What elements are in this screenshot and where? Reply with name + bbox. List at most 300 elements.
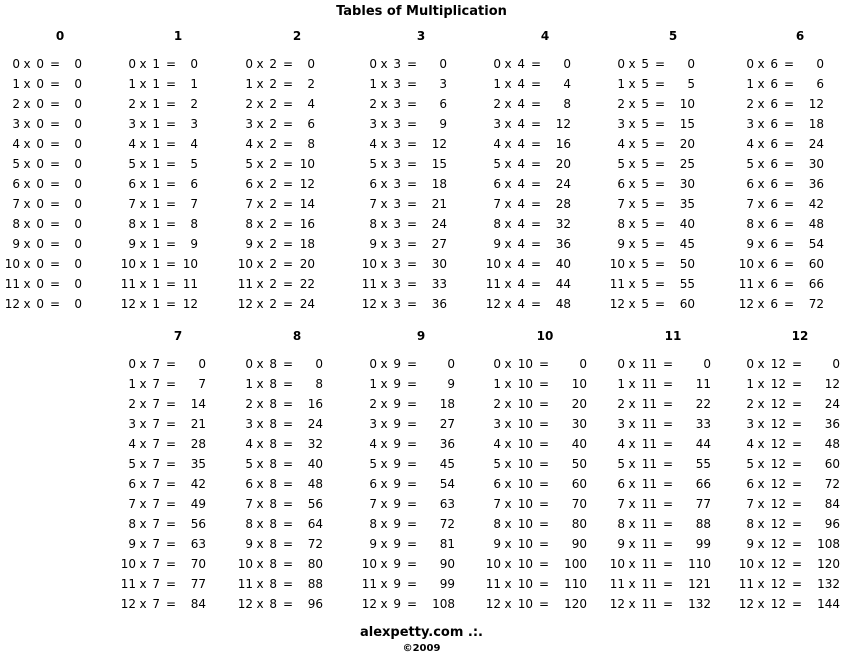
equals-sign: = xyxy=(784,197,795,211)
product: 0 xyxy=(74,237,82,251)
multiplicand: 5 xyxy=(369,157,377,171)
multiplier: 3 xyxy=(393,137,401,151)
multiplicand: 10 xyxy=(237,557,253,571)
equals-sign: = xyxy=(539,537,550,551)
multiplicand: 12 xyxy=(738,297,754,311)
product: 0 xyxy=(315,357,323,371)
product: 50 xyxy=(571,457,587,471)
times-sign: x xyxy=(23,57,31,71)
multiplier: 9 xyxy=(393,417,401,431)
table-row xyxy=(361,54,447,74)
multiplier: 12 xyxy=(770,537,786,551)
equals-sign: = xyxy=(539,597,550,611)
equals-sign: = xyxy=(166,137,177,151)
product: 24 xyxy=(808,137,824,151)
multiplicand: 11 xyxy=(120,577,136,591)
table-row xyxy=(738,514,840,534)
equals-sign: = xyxy=(166,537,177,551)
multiplier: 12 xyxy=(770,477,786,491)
times-sign: x xyxy=(139,357,147,371)
multiplier: 11 xyxy=(641,437,657,451)
product: 81 xyxy=(439,537,455,551)
multiplier: 11 xyxy=(641,537,657,551)
equals-sign: = xyxy=(531,257,542,271)
table-header: 3 xyxy=(416,29,426,43)
multiplier: 1 xyxy=(152,57,160,71)
equals-sign: = xyxy=(407,377,418,391)
times-sign: x xyxy=(757,57,765,71)
equals-sign: = xyxy=(663,477,674,491)
product: 56 xyxy=(190,517,206,531)
multiplier: 7 xyxy=(152,497,160,511)
equals-sign: = xyxy=(531,197,542,211)
table-row xyxy=(361,454,455,474)
product: 66 xyxy=(695,477,711,491)
times-sign: x xyxy=(757,77,765,91)
table-header: 5 xyxy=(668,29,678,43)
table-row xyxy=(485,254,571,274)
multiplier: 0 xyxy=(36,257,44,271)
table-row xyxy=(609,394,711,414)
times-sign: x xyxy=(380,237,388,251)
multiplicand: 11 xyxy=(237,277,253,291)
table-rows xyxy=(738,354,840,614)
times-sign: x xyxy=(628,137,636,151)
table-header: 0 xyxy=(55,29,65,43)
product: 28 xyxy=(555,197,571,211)
product: 11 xyxy=(695,377,711,391)
product: 0 xyxy=(74,117,82,131)
multiplicand: 1 xyxy=(369,77,377,91)
equals-sign: = xyxy=(655,237,666,251)
product: 30 xyxy=(679,177,695,191)
table-row xyxy=(609,134,695,154)
footer-site-link[interactable]: alexpetty.com .:. xyxy=(360,625,483,640)
times-sign: x xyxy=(757,457,765,471)
equals-sign: = xyxy=(407,157,418,171)
multiplier: 9 xyxy=(393,517,401,531)
multiplicand: 0 xyxy=(12,57,20,71)
equals-sign: = xyxy=(283,117,294,131)
times-sign: x xyxy=(256,197,264,211)
times-sign: x xyxy=(256,457,264,471)
table-row xyxy=(120,54,198,74)
multiplier: 5 xyxy=(641,257,649,271)
product: 63 xyxy=(439,497,455,511)
equals-sign: = xyxy=(50,197,61,211)
product: 22 xyxy=(695,397,711,411)
multiplier: 4 xyxy=(517,197,525,211)
times-sign: x xyxy=(23,177,31,191)
times-sign: x xyxy=(757,557,765,571)
multiplier: 11 xyxy=(641,597,657,611)
product: 72 xyxy=(824,477,840,491)
equals-sign: = xyxy=(539,477,550,491)
equals-sign: = xyxy=(50,97,61,111)
times-sign: x xyxy=(504,97,512,111)
table-row xyxy=(237,354,323,374)
table-row xyxy=(609,154,695,174)
product: 132 xyxy=(688,597,711,611)
table-row xyxy=(609,514,711,534)
multiplicand: 4 xyxy=(617,437,625,451)
times-sign: x xyxy=(504,497,512,511)
equals-sign: = xyxy=(166,437,177,451)
table-row xyxy=(4,174,82,194)
product: 108 xyxy=(432,597,455,611)
multiplier: 9 xyxy=(393,457,401,471)
product: 0 xyxy=(563,57,571,71)
times-sign: x xyxy=(380,277,388,291)
multiplier: 8 xyxy=(269,497,277,511)
product: 9 xyxy=(190,237,198,251)
multiplier: 10 xyxy=(517,537,533,551)
table-row xyxy=(120,294,198,314)
multiplicand: 10 xyxy=(485,557,501,571)
multiplicand: 2 xyxy=(746,97,754,111)
times-sign: x xyxy=(380,397,388,411)
multiplier: 11 xyxy=(641,397,657,411)
multiplicand: 7 xyxy=(746,197,754,211)
multiplier: 5 xyxy=(641,217,649,231)
multiplicand: 2 xyxy=(746,397,754,411)
multiplier: 3 xyxy=(393,297,401,311)
times-sign: x xyxy=(23,97,31,111)
table-row xyxy=(4,54,82,74)
table-header: 10 xyxy=(536,329,554,343)
times-sign: x xyxy=(139,397,147,411)
multiplicand: 0 xyxy=(493,57,501,71)
multiplier: 12 xyxy=(770,517,786,531)
equals-sign: = xyxy=(792,557,803,571)
times-sign: x xyxy=(628,457,636,471)
product: 40 xyxy=(555,257,571,271)
multiplier: 2 xyxy=(269,137,277,151)
multiplicand: 12 xyxy=(485,597,501,611)
multiplicand: 2 xyxy=(369,397,377,411)
product: 64 xyxy=(307,517,323,531)
product: 60 xyxy=(571,477,587,491)
equals-sign: = xyxy=(407,357,418,371)
multiplier: 11 xyxy=(641,557,657,571)
multiplier: 10 xyxy=(517,457,533,471)
table-row xyxy=(738,574,840,594)
product: 12 xyxy=(808,97,824,111)
equals-sign: = xyxy=(531,137,542,151)
table-row xyxy=(361,414,455,434)
table-row xyxy=(120,194,198,214)
multiplier: 11 xyxy=(641,577,657,591)
equals-sign: = xyxy=(407,397,418,411)
table-rows xyxy=(4,54,82,314)
equals-sign: = xyxy=(407,97,418,111)
product: 0 xyxy=(74,297,82,311)
multiplier: 3 xyxy=(393,277,401,291)
times-sign: x xyxy=(139,437,147,451)
equals-sign: = xyxy=(539,397,550,411)
product: 12 xyxy=(555,117,571,131)
multiplicand: 2 xyxy=(128,97,136,111)
equals-sign: = xyxy=(539,577,550,591)
product: 96 xyxy=(307,597,323,611)
equals-sign: = xyxy=(166,157,177,171)
table-row xyxy=(120,174,198,194)
times-sign: x xyxy=(504,297,512,311)
equals-sign: = xyxy=(539,497,550,511)
times-sign: x xyxy=(757,137,765,151)
multiplier: 0 xyxy=(36,297,44,311)
multiplier: 6 xyxy=(770,277,778,291)
multiplier: 9 xyxy=(393,357,401,371)
equals-sign: = xyxy=(50,237,61,251)
table-row xyxy=(485,274,571,294)
equals-sign: = xyxy=(792,477,803,491)
product: 24 xyxy=(299,297,315,311)
multiplier: 7 xyxy=(152,537,160,551)
product: 40 xyxy=(571,437,587,451)
multiplier: 4 xyxy=(517,77,525,91)
product: 12 xyxy=(299,177,315,191)
table-row xyxy=(609,274,695,294)
product: 7 xyxy=(198,377,206,391)
product: 84 xyxy=(824,497,840,511)
times-sign: x xyxy=(628,477,636,491)
product: 10 xyxy=(571,377,587,391)
multiplicand: 9 xyxy=(617,237,625,251)
equals-sign: = xyxy=(784,57,795,71)
table-row xyxy=(609,374,711,394)
product: 0 xyxy=(74,157,82,171)
times-sign: x xyxy=(139,137,147,151)
product: 77 xyxy=(190,577,206,591)
multiplier: 11 xyxy=(641,497,657,511)
product: 0 xyxy=(74,217,82,231)
table-row xyxy=(609,114,695,134)
equals-sign: = xyxy=(784,157,795,171)
equals-sign: = xyxy=(283,577,294,591)
equals-sign: = xyxy=(539,517,550,531)
equals-sign: = xyxy=(792,517,803,531)
multiplicand: 5 xyxy=(128,457,136,471)
multiplicand: 6 xyxy=(746,477,754,491)
equals-sign: = xyxy=(531,57,542,71)
table-row xyxy=(237,494,323,514)
times-sign: x xyxy=(757,297,765,311)
equals-sign: = xyxy=(166,377,177,391)
table-row xyxy=(237,194,315,214)
multiplier: 12 xyxy=(770,437,786,451)
equals-sign: = xyxy=(531,237,542,251)
product: 30 xyxy=(571,417,587,431)
table-row xyxy=(485,194,571,214)
table-rows xyxy=(485,354,587,614)
table-row xyxy=(738,534,840,554)
product: 35 xyxy=(190,457,206,471)
table-row xyxy=(120,354,206,374)
product: 20 xyxy=(679,137,695,151)
table-row xyxy=(237,434,323,454)
multiplicand: 5 xyxy=(617,457,625,471)
product: 90 xyxy=(439,557,455,571)
multiplicand: 6 xyxy=(128,477,136,491)
table-row xyxy=(485,514,587,534)
equals-sign: = xyxy=(655,137,666,151)
multiplicand: 3 xyxy=(493,117,501,131)
equals-sign: = xyxy=(784,217,795,231)
equals-sign: = xyxy=(407,217,418,231)
table-row xyxy=(120,374,206,394)
multiplicand: 6 xyxy=(617,177,625,191)
product: 8 xyxy=(315,377,323,391)
multiplier: 4 xyxy=(517,117,525,131)
multiplier: 1 xyxy=(152,77,160,91)
times-sign: x xyxy=(380,537,388,551)
multiplier: 7 xyxy=(152,397,160,411)
multiplicand: 8 xyxy=(493,217,501,231)
product: 0 xyxy=(74,57,82,71)
product: 14 xyxy=(299,197,315,211)
table-row xyxy=(485,54,571,74)
table-row xyxy=(4,154,82,174)
multiplicand: 10 xyxy=(361,257,377,271)
table-row xyxy=(609,534,711,554)
table-row xyxy=(609,454,711,474)
table-row xyxy=(738,94,824,114)
table-row xyxy=(485,134,571,154)
times-sign: x xyxy=(380,177,388,191)
multiplier: 10 xyxy=(517,357,533,371)
table-row xyxy=(237,234,315,254)
multiplier: 10 xyxy=(517,417,533,431)
table-row xyxy=(485,214,571,234)
equals-sign: = xyxy=(792,377,803,391)
times-sign: x xyxy=(139,517,147,531)
table-row xyxy=(361,374,455,394)
product: 18 xyxy=(431,177,447,191)
multiplicand: 4 xyxy=(128,137,136,151)
table-row xyxy=(120,114,198,134)
product: 32 xyxy=(307,437,323,451)
table-row xyxy=(738,194,824,214)
table-row xyxy=(738,54,824,74)
times-sign: x xyxy=(757,177,765,191)
table-row xyxy=(609,294,695,314)
multiplicand: 9 xyxy=(493,537,501,551)
table-header: 12 xyxy=(791,329,809,343)
multiplier: 6 xyxy=(770,97,778,111)
multiplicand: 10 xyxy=(738,557,754,571)
multiplicand: 8 xyxy=(245,517,253,531)
multiplicand: 3 xyxy=(369,117,377,131)
table-row xyxy=(4,94,82,114)
times-sign: x xyxy=(504,157,512,171)
times-sign: x xyxy=(139,577,147,591)
times-sign: x xyxy=(139,57,147,71)
multiplier: 8 xyxy=(269,397,277,411)
multiplicand: 10 xyxy=(361,557,377,571)
times-sign: x xyxy=(757,477,765,491)
multiplier: 7 xyxy=(152,517,160,531)
table-row xyxy=(120,234,198,254)
multiplier: 1 xyxy=(152,117,160,131)
times-sign: x xyxy=(504,557,512,571)
times-sign: x xyxy=(139,217,147,231)
table-row xyxy=(609,474,711,494)
times-sign: x xyxy=(757,597,765,611)
equals-sign: = xyxy=(531,97,542,111)
multiplicand: 4 xyxy=(128,437,136,451)
equals-sign: = xyxy=(166,257,177,271)
table-header: 1 xyxy=(173,29,183,43)
times-sign: x xyxy=(256,497,264,511)
table-row xyxy=(485,474,587,494)
multiplier: 7 xyxy=(152,457,160,471)
table-row xyxy=(609,594,711,614)
multiplier: 3 xyxy=(393,217,401,231)
multiplier: 0 xyxy=(36,237,44,251)
multiplicand: 8 xyxy=(128,217,136,231)
product: 9 xyxy=(447,377,455,391)
table-row xyxy=(485,114,571,134)
equals-sign: = xyxy=(166,77,177,91)
times-sign: x xyxy=(504,217,512,231)
table-row xyxy=(738,554,840,574)
equals-sign: = xyxy=(166,597,177,611)
multiplier: 1 xyxy=(152,97,160,111)
multiplier: 1 xyxy=(152,277,160,291)
product: 144 xyxy=(817,597,840,611)
table-row xyxy=(120,514,206,534)
multiplicand: 0 xyxy=(245,357,253,371)
product: 84 xyxy=(190,597,206,611)
times-sign: x xyxy=(757,497,765,511)
multiplicand: 7 xyxy=(617,497,625,511)
times-sign: x xyxy=(23,157,31,171)
multiplicand: 9 xyxy=(746,537,754,551)
table-row xyxy=(738,134,824,154)
product: 49 xyxy=(190,497,206,511)
table-row xyxy=(237,394,323,414)
product: 14 xyxy=(190,397,206,411)
multiplicand: 0 xyxy=(746,357,754,371)
times-sign: x xyxy=(380,77,388,91)
multiplier: 8 xyxy=(269,517,277,531)
times-sign: x xyxy=(504,277,512,291)
multiplicand: 10 xyxy=(485,257,501,271)
multiplicand: 5 xyxy=(245,157,253,171)
equals-sign: = xyxy=(792,437,803,451)
multiplier: 4 xyxy=(517,217,525,231)
product: 44 xyxy=(695,437,711,451)
times-sign: x xyxy=(380,377,388,391)
equals-sign: = xyxy=(407,477,418,491)
multiplicand: 0 xyxy=(369,57,377,71)
multiplicand: 7 xyxy=(128,497,136,511)
times-sign: x xyxy=(256,537,264,551)
multiplicand: 7 xyxy=(493,497,501,511)
multiplicand: 3 xyxy=(245,417,253,431)
multiplier: 10 xyxy=(517,517,533,531)
times-sign: x xyxy=(628,597,636,611)
multiplicand: 6 xyxy=(12,177,20,191)
multiplier: 8 xyxy=(269,437,277,451)
times-sign: x xyxy=(256,477,264,491)
multiplier: 5 xyxy=(641,177,649,191)
equals-sign: = xyxy=(283,517,294,531)
multiplier: 8 xyxy=(269,457,277,471)
multiplier: 4 xyxy=(517,237,525,251)
product: 0 xyxy=(307,57,315,71)
